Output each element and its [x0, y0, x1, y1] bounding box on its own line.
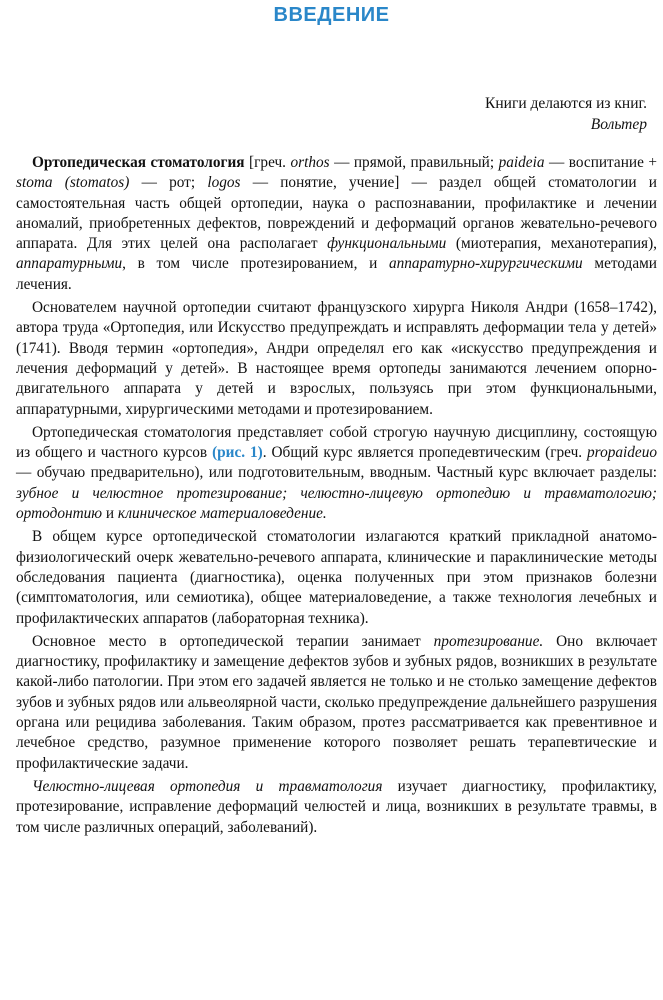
term-logos: logos	[207, 174, 241, 192]
term-ortho-stom: Ортопедическая стоматология	[32, 154, 245, 171]
term-orthos: orthos	[290, 154, 330, 171]
text-span: изучает диагностику, профилактику, протезирование, исправление деформаций челюстей и лица, возникших в результате травмы, в том числе различных операций, заболеваний).	[16, 777, 657, 836]
text-span: — обучаю предварительно), или подготовительным, вводным. Частный курс включает разделы:	[16, 464, 657, 482]
paragraph-1	[16, 153, 657, 295]
chapter-title: ВВЕДЕНИЕ	[273, 4, 390, 26]
term-apparatus-surgical: аппаратурно-хирургическими	[388, 255, 583, 273]
term-paideia: paideia	[498, 154, 545, 171]
paragraph-3	[16, 423, 657, 524]
text-span: Оно включает диагностику, профилактику и замещение дефектов зубов и зубных рядов, возникших в результате какой-либо патологии. При этом его задачей является не только и не столько замещение дефектов зубов и зубных рядов или альвеолярной части, сколько предупреждение дальнейшего разрушения органа или рецидива заболевания. Таким образом, протез рассматривается как превентивное и лечебное средство, разумное применение которого позволяет решать терапевтические и профилактические задачи.	[16, 632, 657, 772]
term-stoma: stoma (stomatos)	[16, 174, 130, 192]
paragraph-2: Основателем научной ортопедии считают французского хирурга Николя Андри (1658–1742), автора труда «Ортопедия, или Искусство предупреждать и исправлять деформации тела у детей» (1741). Вводя термин «ортопедия», Андри определял его как «искусство предупреждения и лечения деформаций у детей». В настоящее время ортопеды занимаются лечением опорно-двигательного аппарата у детей и взрослых, пользуясь при этом функциональными, аппаратурными, хирургическими методами и протезированием.	[16, 299, 657, 418]
text-span: — рот;	[129, 174, 208, 192]
text-span: . Общий курс является пропедевтическим (греч.	[262, 444, 588, 462]
text-span: — прямой, правильный;	[329, 154, 499, 171]
text-span: (миотерапия, механотерапия),	[446, 235, 657, 253]
paragraph-4: В общем курсе ортопедической стоматологии излагаются краткий прикладной анатомо-физиологический очерк жевательно-речевого аппарата, клинические и параклинические методы обследования пациента (диагностика), оценка полученных при этом признаков болезни (симптоматология, или семиотика), общее материаловедение, а также технология лечебных и профилактических аппаратов (лабораторная техника).	[16, 528, 657, 627]
text-span: Ортопедическая стоматология представляет собой строгую научную дисциплину, состоящую из общего и частного курсов	[16, 423, 657, 462]
text-span: — понятие, учение] — раздел общей стоматологии и самостоятельная часть общей ортопедии, наука о распознавании, профилактике и лечении аномалий, приобретенных дефектов, повреждений и деформаций органов жевательно-речевого аппарата. Для этих целей она располагает	[16, 174, 657, 253]
term-prosthetics: протезирование.	[433, 632, 544, 650]
figure-reference-link[interactable]: (рис. 1)	[212, 444, 263, 462]
text-span: — воспитание +	[544, 154, 657, 171]
text-span: и	[102, 505, 118, 523]
term-apparatus: аппаратурными	[16, 255, 123, 273]
paragraph-6	[16, 777, 657, 838]
text-span: [греч.	[244, 154, 291, 171]
body-text	[16, 153, 657, 841]
epigraph	[485, 93, 647, 135]
text-span: , в том числе протезированием, и	[122, 255, 389, 273]
text-span: методами лечения.	[16, 255, 657, 293]
text-span: Основное место в ортопедической терапии занимает	[32, 632, 434, 650]
epigraph-quote: Книги делаются из книг.	[485, 95, 647, 112]
term-functional: функциональными	[327, 235, 447, 253]
term-propaideuo: propaideuo	[587, 444, 657, 462]
term-sections: зубное и челюстное протезирование; челюстно-лицевую ортопедию и травматологию; ортодонтию	[16, 484, 657, 523]
paragraph-5	[16, 632, 657, 774]
term-material-science: клиническое материаловедение.	[117, 505, 327, 523]
term-maxillofacial: Челюстно-лицевая ортопедия и травматология	[32, 777, 383, 795]
epigraph-author: Вольтер	[590, 116, 647, 133]
